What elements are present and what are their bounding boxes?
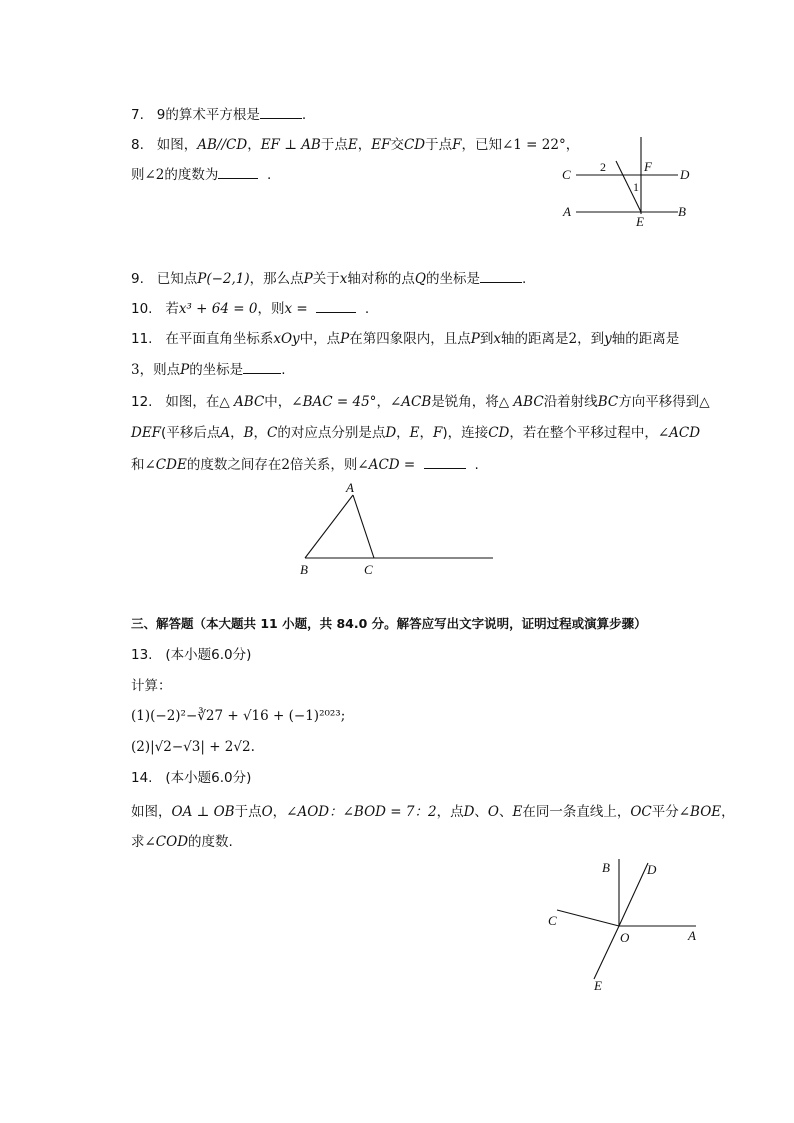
question-14-line-2: 求∠COD的度数.	[131, 834, 233, 850]
label-A: A	[688, 928, 696, 943]
label-A: A	[563, 204, 571, 219]
question-11-line-2: 3，则点P的坐标是 .	[131, 359, 285, 380]
question-13-expression-1: (1)(−2)²−∛27 + √16 + (−1)²⁰²³;	[131, 708, 346, 724]
angle-2-label: 2	[600, 160, 606, 174]
question-13-header: 13. (本小题6.0分)	[131, 647, 252, 663]
section-3-heading: 三、解答题（本大题共 11 小题，共 84.0 分。解答应写出文字说明，证明过程或演算步骤）	[131, 616, 647, 631]
question-8-line-1: 8. 如图，AB//CD，EF ⊥ AB于点E，EF交CD于点F，已知∠1 = 22°，	[131, 137, 580, 153]
label-D: D	[647, 862, 657, 877]
answer-blank	[260, 104, 302, 119]
question-12-line-3: 和∠CDE的度数之间存在2倍关系，则∠ACD = .	[131, 454, 479, 475]
answer-blank	[480, 268, 522, 283]
answer-blank	[316, 298, 356, 313]
label-C: C	[562, 167, 571, 182]
label-D: D	[680, 167, 690, 182]
answer-blank	[218, 164, 258, 179]
answer-blank	[243, 359, 281, 374]
label-F: F	[644, 159, 652, 174]
question-13-expression-2: (2)|√2−√3| + 2√2.	[131, 739, 255, 755]
figure-rays-from-o	[540, 855, 715, 1000]
question-8-line-2: 则∠2的度数为 .	[131, 164, 271, 185]
question-10: 10. 若x³ + 64 = 0，则x = .	[131, 298, 369, 319]
question-11-line-1: 11. 在平面直角坐标系xOy中，点P在第四象限内，且点P到x轴的距离是2，到y轴的距离是	[131, 331, 680, 347]
label-E: E	[636, 214, 644, 229]
question-14-header: 14. (本小题6.0分)	[131, 770, 252, 786]
label-C: C	[364, 562, 373, 577]
question-14-line-1: 如图，OA ⊥ OB于点O，∠AOD：∠BOD = 7：2，点D、O、E在同一条直线上，OC平分∠BOE，	[131, 804, 735, 820]
question-12-line-1: 12. 如图，在△ ABC中，∠BAC = 45°，∠ACB是锐角，将△ ABC沿着射线BC方向平移得到△	[131, 394, 710, 410]
question-13-instruction: 计算：	[131, 678, 172, 694]
figure-parallel-lines	[560, 135, 700, 230]
label-E: E	[594, 978, 602, 993]
label-B: B	[678, 204, 686, 219]
label-O: O	[620, 930, 630, 945]
question-7: 7. 9的算术平方根是 .	[131, 104, 306, 125]
answer-blank	[424, 454, 466, 469]
angle-1-label: 1	[633, 180, 639, 194]
figure-triangle-abc	[295, 478, 500, 578]
question-12-line-2: DEF(平移后点A，B，C的对应点分别是点D，E，F)，连接CD，若在整个平移过程中，∠ACD	[131, 425, 701, 441]
label-C: C	[548, 913, 557, 928]
label-B: B	[602, 860, 610, 875]
label-A: A	[346, 480, 354, 495]
question-9: 9. 已知点P(−2,1)，那么点P关于x轴对称的点Q的坐标是 .	[131, 268, 526, 289]
label-B: B	[300, 562, 308, 577]
